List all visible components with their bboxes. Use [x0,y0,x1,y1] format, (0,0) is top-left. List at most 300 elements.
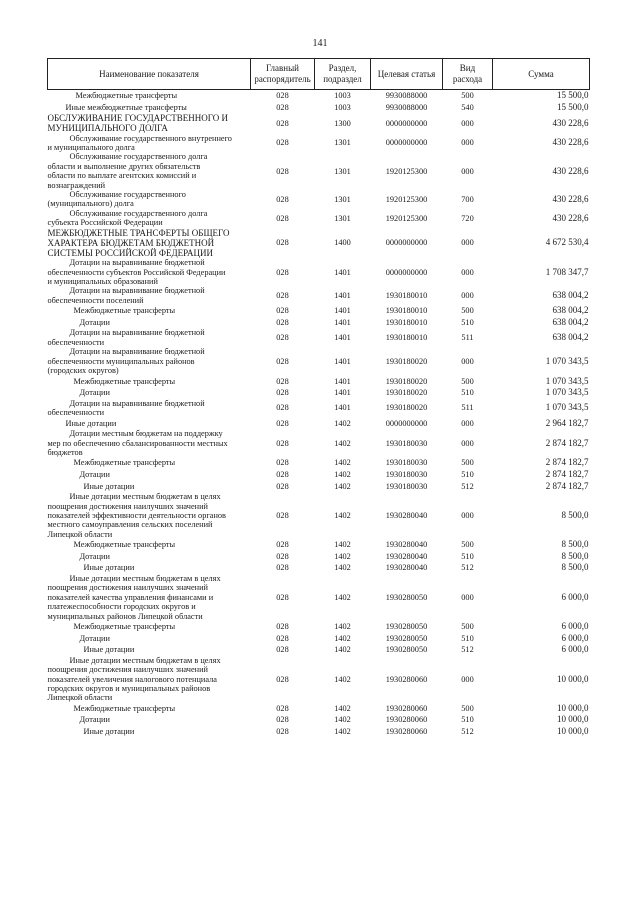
page-number: 141 [312,38,328,49]
row-name-line: Межбюджетные трансферты [73,540,176,550]
row-section: 1402 [334,551,351,561]
row-expense-type: 540 [461,102,474,112]
row-section: 1402 [334,470,351,480]
row-name-line: Липецкой области [47,693,113,703]
row-section: 1401 [334,291,351,301]
row-section: 1402 [334,727,351,737]
row-target-article: 1930280040 [385,551,428,561]
row-expense-type: 500 [461,703,474,713]
row-name-line: Иные дотации [65,418,117,428]
row-section: 1402 [334,458,351,468]
table-row [48,574,590,621]
row-expense-type: 510 [461,715,474,725]
row-target-article: 1920125300 [385,213,428,223]
row-name-line: Дотации [79,633,110,643]
row-name [48,190,251,209]
row-main-manager: 028 [276,238,289,248]
row-sum: 2 874 182,7 [545,457,589,468]
row-section: 1301 [334,166,351,176]
row-main-manager: 028 [276,166,289,176]
row-section: 1402 [334,633,351,643]
row-section: 1402 [334,481,351,491]
table-row [48,102,590,114]
row-section: 1402 [334,622,351,632]
row-target-article: 1930280050 [385,592,428,602]
row-target-article: 1930180020 [385,356,428,366]
row-section: 1401 [334,306,351,316]
row-name-line: МЕЖБЮДЖЕТНЫЕ ТРАНСФЕРТЫ ОБЩЕГО [47,227,230,238]
row-sum: 638 004,2 [552,290,589,301]
row-main-manager: 028 [276,306,289,316]
row-expense-type: 512 [461,563,474,573]
row-name [48,102,251,114]
row-expense-type: 000 [461,238,474,248]
row-main-manager: 028 [276,551,289,561]
row-name-line: обеспеченности [47,408,105,418]
row-section: 1301 [334,194,351,204]
row-expense-type: 510 [461,317,474,327]
row-target-article: 0000000000 [385,138,428,148]
row-name [48,387,251,399]
table-row [48,376,590,388]
row-name-line: поощрения достижения наилучших значений [47,583,208,593]
row-sum: 430 228,6 [552,117,589,128]
row-name [48,376,251,388]
row-sum: 2 874 182,7 [545,469,589,480]
row-target-article: 0000000000 [385,418,428,428]
row-main-manager: 028 [276,438,289,448]
row-section: 1400 [334,238,351,248]
row-target-article: 9930088000 [385,102,428,112]
row-section: 1401 [334,317,351,327]
row-target-article: 1930180010 [385,291,428,301]
row-name-line: Иные дотации местным бюджетам в целях [69,655,221,665]
row-name [48,305,251,317]
row-name-line: (городских округов) [47,366,119,376]
row-target-article: 0000000000 [385,118,428,128]
row-name-line: Иные дотации местным бюджетам в целях [69,573,221,583]
row-target-article: 1930280050 [385,622,428,632]
row-name-line: Иные межбюджетные трансферты [65,102,187,112]
row-target-article: 1930180030 [385,470,428,480]
table-row [48,209,590,228]
row-main-manager: 028 [276,356,289,366]
row-sum: 2 964 182,7 [545,417,589,428]
row-name [48,113,251,133]
table-row [48,347,590,375]
table-row [48,399,590,418]
row-name-line: Дотации на выравнивание бюджетной [69,258,205,268]
row-name-line: ОБСЛУЖИВАНИЕ ГОСУДАРСТВЕННОГО И [47,113,229,124]
row-main-manager: 028 [276,563,289,573]
row-section: 1401 [334,333,351,343]
row-expense-type: 500 [461,622,474,632]
header-expense-type: Вид расхода [443,59,493,90]
row-name-line: показателей увеличения налогового потенциала [47,674,217,684]
row-name [48,644,251,656]
row-main-manager: 028 [276,333,289,343]
row-main-manager: 028 [276,388,289,398]
row-name-line: области и выполнение других обязательств [47,161,201,171]
row-target-article: 1930180010 [385,306,428,316]
row-main-manager: 028 [276,418,289,428]
row-name-line: Дотации [79,470,110,480]
row-name-line: области по выплате агентских комиссий и [47,171,197,181]
row-section: 1401 [334,388,351,398]
row-name [48,726,251,738]
row-sum: 430 228,6 [552,193,589,204]
row-sum: 10 000,0 [557,702,589,713]
row-section: 1402 [334,438,351,448]
table-row [48,113,590,133]
row-target-article: 1930180010 [385,333,428,343]
row-expense-type: 000 [461,267,474,277]
row-main-manager: 028 [276,458,289,468]
row-sum: 1 708 347,7 [545,266,589,277]
row-sum: 638 004,2 [552,332,589,343]
table-header-row [48,59,590,90]
table-row [48,551,590,563]
row-main-manager: 028 [276,213,289,223]
table-row [48,190,590,209]
row-name-line: и муниципальных образований [47,277,158,287]
row-sum: 6 000,0 [561,632,589,643]
row-name [48,574,251,621]
row-section: 1401 [334,403,351,413]
row-name [48,429,251,457]
row-sum: 1 070 343,5 [545,375,589,386]
row-name [48,492,251,539]
row-expense-type: 000 [461,356,474,366]
header-name: Наименование показателя [48,59,251,90]
row-main-manager: 028 [276,267,289,277]
row-main-manager: 028 [276,633,289,643]
row-expense-type: 000 [461,438,474,448]
row-expense-type: 720 [461,213,474,223]
row-name [48,703,251,715]
row-target-article: 9930088000 [385,91,428,101]
table-row [48,621,590,633]
row-main-manager: 028 [276,727,289,737]
row-main-manager: 028 [276,645,289,655]
row-name [48,228,251,259]
row-sum: 15 500,0 [557,90,589,101]
row-name-line: МУНИЦИПАЛЬНОГО ДОЛГА [47,123,168,134]
row-target-article: 1920125300 [385,194,428,204]
row-name [48,551,251,563]
row-target-article: 1930280060 [385,703,428,713]
row-expense-type: 512 [461,481,474,491]
row-name [48,418,251,430]
row-name-line: Обслуживание государственного долга [69,152,208,162]
row-section: 1402 [334,674,351,684]
row-main-manager: 028 [276,470,289,480]
row-expense-type: 500 [461,458,474,468]
row-target-article: 1930280050 [385,645,428,655]
row-sum: 6 000,0 [561,644,589,655]
row-target-article: 1930180020 [385,376,428,386]
row-main-manager: 028 [276,376,289,386]
row-target-article: 0000000000 [385,238,428,248]
row-sum: 2 874 182,7 [545,437,589,448]
row-name [48,209,251,228]
row-name-line: Иные дотации [83,727,135,737]
row-name [48,152,251,190]
row-name-line: Дотации [79,388,110,398]
row-name [48,481,251,493]
row-name-line: вознаграждений [47,180,106,190]
row-name-line: Межбюджетные трансферты [75,91,178,101]
row-section: 1402 [334,592,351,602]
row-section: 1401 [334,267,351,277]
row-name [48,469,251,481]
row-expense-type: 000 [461,418,474,428]
row-sum: 1 070 343,5 [545,387,589,398]
row-name [48,539,251,551]
row-section: 1402 [334,540,351,550]
row-target-article: 1930180010 [385,317,428,327]
row-name-line: Дотации на выравнивание бюджетной [69,286,205,296]
row-section: 1402 [334,418,351,428]
row-name-line: Иные дотации [83,645,135,655]
table-row [48,633,590,645]
row-sum: 10 000,0 [557,673,589,684]
row-expense-type: 500 [461,91,474,101]
table-row [48,134,590,153]
row-target-article: 1930180030 [385,481,428,491]
row-name-line: Обслуживание государственного долга [69,208,208,218]
row-name [48,90,251,102]
row-name-line: мер по обеспечению сбалансированности местных [47,438,228,448]
row-target-article: 0000000000 [385,267,428,277]
row-name-line: Дотации на выравнивание бюджетной [69,398,205,408]
row-expense-type: 511 [461,403,474,413]
row-name [48,134,251,153]
row-name-line: обеспеченности [47,337,105,347]
row-main-manager: 028 [276,194,289,204]
row-main-manager: 028 [276,91,289,101]
row-section: 1300 [334,118,351,128]
row-main-manager: 028 [276,510,289,520]
row-main-manager: 028 [276,317,289,327]
row-main-manager: 028 [276,138,289,148]
row-name-line: платежеспособности городских округов и [47,602,196,612]
row-sum: 10 000,0 [557,714,589,725]
row-name-line: Иные дотации [83,481,135,491]
table-row [48,317,590,329]
row-sum: 8 500,0 [561,539,589,550]
row-name-line: Обслуживание государственного [69,190,186,200]
header-target-article: Целевая статья [371,59,443,90]
table-body [48,90,590,738]
row-expense-type: 000 [461,291,474,301]
table-row [48,258,590,286]
row-section: 1402 [334,645,351,655]
row-expense-type: 700 [461,194,474,204]
row-expense-type: 500 [461,376,474,386]
row-expense-type: 500 [461,540,474,550]
row-name-line: субъекта Российской Федерации [47,218,163,228]
row-name-line: поощрения достижения наилучших значений [47,501,208,511]
row-expense-type: 512 [461,645,474,655]
row-sum: 4 672 530,4 [545,237,589,248]
row-section: 1301 [334,213,351,223]
row-section: 1003 [334,91,351,101]
row-name [48,621,251,633]
row-target-article: 1930280040 [385,563,428,573]
row-sum: 430 228,6 [552,212,589,223]
row-target-article: 1930280050 [385,633,428,643]
row-sum: 638 004,2 [552,316,589,327]
row-sum: 430 228,6 [552,137,589,148]
row-sum: 638 004,2 [552,305,589,316]
row-name-line: Межбюджетные трансферты [73,458,176,468]
row-main-manager: 028 [276,540,289,550]
row-target-article: 1930180020 [385,388,428,398]
row-main-manager: 028 [276,592,289,602]
row-name [48,258,251,286]
table-row [48,714,590,726]
row-section: 1402 [334,703,351,713]
row-name-line: обеспеченности муниципальных районов [47,356,195,366]
row-name-line: городских округов и муниципальных районов [47,683,211,693]
row-target-article: 1930180030 [385,458,428,468]
row-sum: 2 874 182,7 [545,480,589,491]
row-section: 1301 [334,138,351,148]
row-name [48,399,251,418]
table-row [48,703,590,715]
row-name-line: СИСТЕМЫ РОССИЙСКОЙ ФЕДЕРАЦИИ [47,248,213,259]
header-sum: Сумма [493,59,590,90]
table-row [48,387,590,399]
row-name-line: обеспеченности поселений [47,295,144,305]
row-main-manager: 028 [276,118,289,128]
row-name-line: Дотации на выравнивание бюджетной [69,347,205,357]
table-row [48,562,590,574]
table-row [48,644,590,656]
row-name-line: ХАРАКТЕРА БЮДЖЕТАМ БЮДЖЕТНОЙ [47,237,215,248]
table-row [48,328,590,347]
row-main-manager: 028 [276,403,289,413]
row-main-manager: 028 [276,102,289,112]
row-sum: 1 070 343,5 [545,355,589,366]
row-expense-type: 510 [461,388,474,398]
table-row [48,286,590,305]
row-section: 1402 [334,715,351,725]
row-name [48,714,251,726]
row-name [48,656,251,703]
row-main-manager: 028 [276,715,289,725]
row-target-article: 1930180020 [385,403,428,413]
row-main-manager: 028 [276,703,289,713]
row-sum: 6 000,0 [561,621,589,632]
row-name-line: обеспеченности субъектов Российской Федерации [47,267,226,277]
row-name-line: Дотации [79,551,110,561]
table-row [48,305,590,317]
row-target-article: 1930280060 [385,674,428,684]
row-name-line: бюджетов [47,447,83,457]
row-target-article: 1930280040 [385,540,428,550]
row-name-line: поощрения достижения наилучших значений [47,665,208,675]
row-sum: 10 000,0 [557,726,589,737]
row-name-line: Дотации [79,715,110,725]
row-sum: 1 070 343,5 [545,402,589,413]
row-name-line: муниципальных районов Липецкой области [47,611,203,621]
row-main-manager: 028 [276,622,289,632]
header-main-manager: Главный распорядитель [251,59,315,90]
row-section: 1401 [334,356,351,366]
row-name [48,317,251,329]
row-name-line: Межбюджетные трансферты [73,703,176,713]
row-expense-type: 000 [461,674,474,684]
row-expense-type: 500 [461,306,474,316]
row-target-article: 1930280060 [385,715,428,725]
row-sum: 430 228,6 [552,165,589,176]
row-target-article: 1930280060 [385,727,428,737]
table-row [48,469,590,481]
row-main-manager: 028 [276,481,289,491]
row-name-line: Дотации местным бюджетам на поддержку [69,429,223,439]
row-expense-type: 000 [461,118,474,128]
row-expense-type: 000 [461,592,474,602]
row-sum: 8 500,0 [561,509,589,520]
row-section: 1402 [334,510,351,520]
row-name-line: Иные дотации [83,563,135,573]
row-name [48,328,251,347]
expenditure-table [47,58,590,738]
table-row [48,228,590,259]
row-sum: 15 500,0 [557,101,589,112]
row-section: 1003 [334,102,351,112]
table-row [48,90,590,102]
row-expense-type: 510 [461,551,474,561]
row-name-line: показателей качества управления финансами и [47,592,214,602]
row-name-line: (муниципального) долга [47,199,134,209]
table-row [48,492,590,539]
row-target-article: 1930280040 [385,510,428,520]
row-name-line: показателей эффективности деятельности органов [47,510,226,520]
row-sum: 8 500,0 [561,562,589,573]
row-sum: 6 000,0 [561,591,589,602]
header-section: Раздел, подраздел [315,59,371,90]
row-name [48,347,251,375]
table-row [48,726,590,738]
table-row [48,656,590,703]
table-row [48,481,590,493]
row-name-line: Липецкой области [47,529,113,539]
row-name-line: Иные дотации местным бюджетам в целях [69,492,221,502]
table-row [48,152,590,190]
row-name [48,457,251,469]
row-name [48,286,251,305]
row-main-manager: 028 [276,291,289,301]
row-main-manager: 028 [276,674,289,684]
row-name-line: и муниципального долга [47,143,135,152]
row-target-article: 1920125300 [385,166,428,176]
row-expense-type: 000 [461,138,474,148]
row-expense-type: 510 [461,633,474,643]
table-row [48,429,590,457]
row-expense-type: 512 [461,727,474,737]
row-name [48,633,251,645]
row-name [48,562,251,574]
row-expense-type: 510 [461,470,474,480]
row-name-line: Межбюджетные трансферты [73,622,176,632]
row-name-line: местного самоуправления сельских поселений [47,520,213,530]
row-expense-type: 000 [461,510,474,520]
row-section: 1402 [334,563,351,573]
table-row [48,457,590,469]
